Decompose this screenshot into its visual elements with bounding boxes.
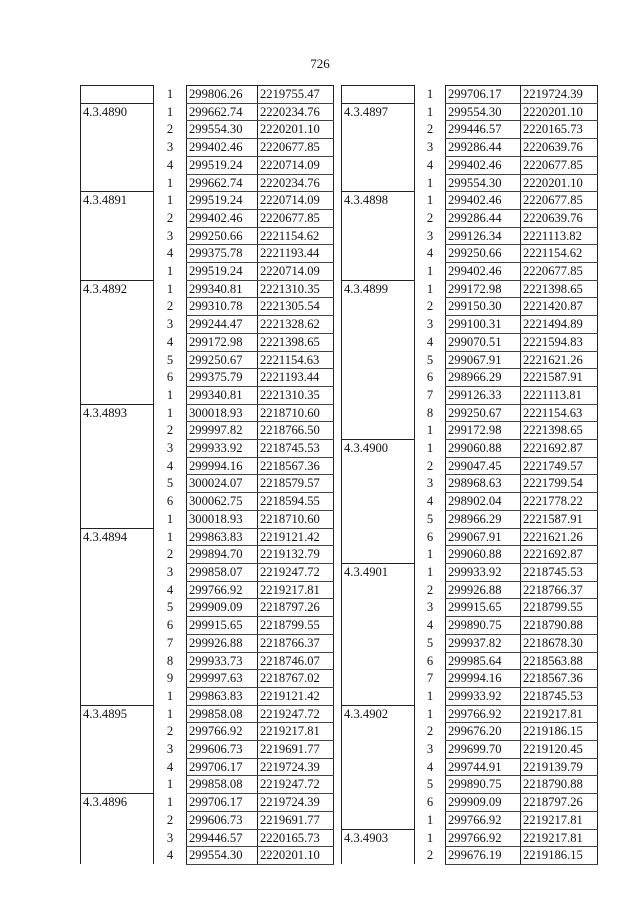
- y-coordinate: 2218745.53: [521, 563, 598, 581]
- y-coordinate: 2218790.88: [521, 617, 598, 635]
- y-coordinate: 2219691.77: [258, 811, 334, 829]
- y-coordinate: 2219120.45: [521, 741, 598, 759]
- x-coordinate: 299997.82: [187, 422, 258, 440]
- y-coordinate: 2219724.39: [521, 86, 598, 104]
- point-number: 4: [166, 759, 174, 774]
- point-number: 2: [166, 812, 174, 827]
- point-number: 1: [426, 706, 434, 721]
- point-number: 8: [426, 405, 434, 420]
- x-coordinate: 299250.67: [446, 404, 521, 422]
- x-coordinate: 299909.09: [187, 599, 258, 617]
- x-coordinate: 299250.66: [187, 227, 258, 245]
- point-number: 2: [166, 299, 174, 314]
- y-coordinate: 2221621.26: [521, 528, 598, 546]
- point-number: 1: [166, 777, 174, 792]
- x-coordinate: 299863.83: [187, 687, 258, 705]
- point-number: 1: [166, 511, 174, 526]
- y-coordinate: 2219724.39: [258, 758, 334, 776]
- y-coordinate: 2221778.22: [521, 493, 598, 511]
- point-number: 6: [426, 795, 434, 810]
- y-coordinate: 2220677.85: [521, 263, 598, 281]
- x-coordinate: 299340.81: [187, 386, 258, 404]
- y-coordinate: 2218567.36: [521, 670, 598, 688]
- x-coordinate: 299100.31: [446, 316, 521, 334]
- x-coordinate: 299047.45: [446, 457, 521, 475]
- y-coordinate: 2219217.81: [258, 723, 334, 741]
- y-coordinate: 2220639.76: [521, 139, 598, 157]
- coordinate-row: [342, 192, 598, 210]
- point-number: 7: [426, 387, 434, 402]
- point-number: 4: [426, 494, 434, 509]
- x-coordinate: 299863.83: [187, 528, 258, 546]
- page-number: 726: [310, 56, 330, 71]
- y-coordinate: 2218579.57: [258, 475, 334, 493]
- x-coordinate: 299250.66: [446, 245, 521, 263]
- x-coordinate: 298966.29: [446, 369, 521, 387]
- y-coordinate: 2220677.85: [258, 209, 334, 227]
- point-number: 2: [426, 299, 434, 314]
- y-coordinate: 2221587.91: [521, 510, 598, 528]
- point-number: 3: [166, 830, 174, 845]
- point-number: 2: [426, 122, 434, 137]
- x-coordinate: 299662.74: [187, 103, 258, 121]
- coordinate-row: [342, 103, 598, 121]
- parcel-id: 4.3.4895: [81, 705, 154, 794]
- x-coordinate: 299446.57: [187, 829, 258, 847]
- y-coordinate: 2219217.81: [521, 705, 598, 723]
- point-number: 2: [426, 210, 434, 225]
- y-coordinate: 2221154.62: [258, 227, 334, 245]
- coordinates-table-left: [80, 85, 334, 865]
- point-number: 2: [426, 582, 434, 597]
- y-coordinate: 2221310.35: [258, 386, 334, 404]
- point-number: 5: [166, 352, 174, 367]
- y-coordinate: 2221113.82: [521, 227, 598, 245]
- point-number: 4: [426, 618, 434, 633]
- y-coordinate: 2218710.60: [258, 510, 334, 528]
- y-coordinate: 2220165.73: [521, 121, 598, 139]
- point-number: 1: [166, 706, 174, 721]
- x-coordinate: 299994.16: [446, 670, 521, 688]
- x-coordinate: 299766.92: [187, 723, 258, 741]
- x-coordinate: 299402.46: [446, 192, 521, 210]
- x-coordinate: 299067.91: [446, 528, 521, 546]
- y-coordinate: 2219139.79: [521, 758, 598, 776]
- point-number: 1: [426, 564, 434, 579]
- point-number: 2: [166, 210, 174, 225]
- point-number: 2: [426, 458, 434, 473]
- y-coordinate: 2218563.88: [521, 652, 598, 670]
- x-coordinate: 299858.07: [187, 563, 258, 581]
- y-coordinate: 2221193.44: [258, 369, 334, 387]
- x-coordinate: 299909.09: [446, 794, 521, 812]
- x-coordinate: 299766.92: [446, 829, 521, 847]
- x-coordinate: 299706.17: [187, 758, 258, 776]
- y-coordinate: 2218766.37: [258, 634, 334, 652]
- point-number: 2: [166, 547, 174, 562]
- x-coordinate: 299375.78: [187, 245, 258, 263]
- y-coordinate: 2221692.87: [521, 440, 598, 458]
- y-coordinate: 2220677.85: [258, 139, 334, 157]
- point-number: 3: [166, 140, 174, 155]
- point-number: 1: [166, 688, 174, 703]
- coordinate-row: [342, 563, 598, 581]
- x-coordinate: 299985.64: [446, 652, 521, 670]
- point-number: 1: [166, 795, 174, 810]
- coordinate-row: [81, 705, 334, 723]
- y-coordinate: 2220714.09: [258, 156, 334, 174]
- point-number: 1: [166, 387, 174, 402]
- y-coordinate: 2220201.10: [521, 174, 598, 192]
- y-coordinate: 2220714.09: [258, 263, 334, 281]
- parcel-id: 4.3.4897: [342, 103, 415, 192]
- parcel-id: 4.3.4893: [81, 404, 154, 528]
- x-coordinate: 299126.33: [446, 386, 521, 404]
- point-number: 1: [426, 830, 434, 845]
- point-number: 3: [166, 441, 174, 456]
- coordinate-row: [81, 280, 334, 298]
- coordinate-row: [342, 440, 598, 458]
- x-coordinate: 299519.24: [187, 263, 258, 281]
- y-coordinate: 2220165.73: [258, 829, 334, 847]
- x-coordinate: 299250.67: [187, 351, 258, 369]
- x-coordinate: 299994.16: [187, 457, 258, 475]
- x-coordinate: 299060.88: [446, 546, 521, 564]
- x-coordinate: 299402.46: [446, 156, 521, 174]
- y-coordinate: 2218746.07: [258, 652, 334, 670]
- x-coordinate: 299933.92: [187, 440, 258, 458]
- point-number: 1: [426, 104, 434, 119]
- coordinate-row: [81, 103, 334, 121]
- y-coordinate: 2218799.55: [521, 599, 598, 617]
- x-coordinate: 299519.24: [187, 192, 258, 210]
- y-coordinate: 2219217.81: [521, 829, 598, 847]
- x-coordinate: 300062.75: [187, 493, 258, 511]
- x-coordinate: 299706.17: [187, 794, 258, 812]
- y-coordinate: 2219691.77: [258, 741, 334, 759]
- point-number: 4: [166, 157, 174, 172]
- y-coordinate: 2218678.30: [521, 634, 598, 652]
- x-coordinate: 299070.51: [446, 333, 521, 351]
- point-number: 3: [426, 742, 434, 757]
- x-coordinate: 299926.88: [446, 581, 521, 599]
- y-coordinate: 2221420.87: [521, 298, 598, 316]
- x-coordinate: 299933.92: [446, 563, 521, 581]
- point-number: 1: [166, 175, 174, 190]
- x-coordinate: 299375.79: [187, 369, 258, 387]
- x-coordinate: 299858.08: [187, 705, 258, 723]
- point-number: 3: [426, 476, 434, 491]
- coordinate-row: [342, 86, 598, 104]
- y-coordinate: 2218766.50: [258, 422, 334, 440]
- point-number: 9: [166, 671, 174, 686]
- point-number: 7: [426, 671, 434, 686]
- y-coordinate: 2219186.15: [521, 723, 598, 741]
- x-coordinate: 299806.26: [187, 86, 258, 104]
- x-coordinate: 299766.92: [446, 705, 521, 723]
- point-number: 4: [166, 246, 174, 261]
- x-coordinate: 299676.19: [446, 847, 521, 865]
- y-coordinate: 2219186.15: [521, 847, 598, 865]
- y-coordinate: 2221594.83: [521, 333, 598, 351]
- parcel-id: 4.3.4891: [81, 192, 154, 281]
- point-number: 6: [426, 370, 434, 385]
- point-number: 5: [166, 476, 174, 491]
- x-coordinate: 299926.88: [187, 634, 258, 652]
- x-coordinate: 299894.70: [187, 546, 258, 564]
- x-coordinate: 299766.92: [446, 811, 521, 829]
- x-coordinate: 299554.30: [446, 103, 521, 121]
- point-number: 7: [166, 635, 174, 650]
- y-coordinate: 2221398.65: [521, 280, 598, 298]
- y-coordinate: 2219217.81: [258, 581, 334, 599]
- y-coordinate: 2221799.54: [521, 475, 598, 493]
- point-number: 5: [426, 511, 434, 526]
- x-coordinate: 299244.47: [187, 316, 258, 334]
- point-number: 5: [426, 777, 434, 792]
- point-number: 2: [426, 724, 434, 739]
- point-number: 1: [166, 104, 174, 119]
- x-coordinate: 299933.92: [446, 687, 521, 705]
- y-coordinate: 2219121.42: [258, 528, 334, 546]
- x-coordinate: 299554.30: [187, 847, 258, 865]
- y-coordinate: 2220639.76: [521, 209, 598, 227]
- point-number: 4: [166, 458, 174, 473]
- x-coordinate: 299554.30: [187, 121, 258, 139]
- y-coordinate: 2221398.65: [258, 333, 334, 351]
- point-number: 6: [426, 529, 434, 544]
- point-number: 1: [426, 281, 434, 296]
- point-number: 4: [426, 334, 434, 349]
- point-number: 5: [166, 600, 174, 615]
- point-number: 4: [426, 759, 434, 774]
- y-coordinate: 2220201.10: [258, 121, 334, 139]
- coordinate-row: [81, 192, 334, 210]
- x-coordinate: 299744.91: [446, 758, 521, 776]
- parcel-id: [342, 86, 415, 104]
- x-coordinate: 300018.93: [187, 404, 258, 422]
- coordinate-row: [342, 280, 598, 298]
- y-coordinate: 2221692.87: [521, 546, 598, 564]
- point-number: 5: [426, 635, 434, 650]
- x-coordinate: 299890.75: [446, 617, 521, 635]
- x-coordinate: 299915.65: [187, 617, 258, 635]
- y-coordinate: 2221154.62: [521, 245, 598, 263]
- point-number: 1: [426, 688, 434, 703]
- point-number: 1: [166, 405, 174, 420]
- x-coordinate: 300018.93: [187, 510, 258, 528]
- parcel-id: 4.3.4900: [342, 440, 415, 564]
- y-coordinate: 2220677.85: [521, 192, 598, 210]
- x-coordinate: 299766.92: [187, 581, 258, 599]
- point-number: 5: [426, 352, 434, 367]
- point-number: 1: [166, 87, 174, 101]
- y-coordinate: 2218745.53: [258, 440, 334, 458]
- point-number: 3: [166, 742, 174, 757]
- y-coordinate: 2218797.26: [258, 599, 334, 617]
- x-coordinate: 299997.63: [187, 670, 258, 688]
- x-coordinate: 299933.73: [187, 652, 258, 670]
- x-coordinate: 299172.98: [446, 280, 521, 298]
- parcel-id: 4.3.4892: [81, 280, 154, 404]
- parcel-id: [81, 86, 154, 104]
- y-coordinate: 2220234.76: [258, 174, 334, 192]
- point-number: 1: [426, 87, 434, 101]
- y-coordinate: 2221328.62: [258, 316, 334, 334]
- y-coordinate: 2220201.10: [521, 103, 598, 121]
- y-coordinate: 2218745.53: [521, 687, 598, 705]
- x-coordinate: 299606.73: [187, 741, 258, 759]
- y-coordinate: 2219217.81: [521, 811, 598, 829]
- point-number: 2: [166, 423, 174, 438]
- y-coordinate: 2219247.72: [258, 705, 334, 723]
- point-number: 2: [426, 848, 434, 863]
- x-coordinate: 299286.44: [446, 139, 521, 157]
- y-coordinate: 2221193.44: [258, 245, 334, 263]
- x-coordinate: 299606.73: [187, 811, 258, 829]
- point-number: 3: [166, 564, 174, 579]
- x-coordinate: 299340.81: [187, 280, 258, 298]
- point-number: 3: [426, 317, 434, 332]
- x-coordinate: 299446.57: [446, 121, 521, 139]
- point-number: 1: [166, 529, 174, 544]
- coordinate-row: [342, 829, 598, 847]
- point-number: 3: [426, 228, 434, 243]
- x-coordinate: 298902.04: [446, 493, 521, 511]
- y-coordinate: 2221398.65: [521, 422, 598, 440]
- x-coordinate: 299662.74: [187, 174, 258, 192]
- point-number: 2: [166, 724, 174, 739]
- parcel-id: 4.3.4896: [81, 794, 154, 865]
- y-coordinate: 2218790.88: [521, 776, 598, 794]
- x-coordinate: 299402.46: [187, 209, 258, 227]
- point-number: 4: [166, 582, 174, 597]
- point-number: 4: [426, 157, 434, 172]
- y-coordinate: 2219724.39: [258, 794, 334, 812]
- x-coordinate: 299402.46: [446, 263, 521, 281]
- point-number: 4: [166, 334, 174, 349]
- y-coordinate: 2221305.54: [258, 298, 334, 316]
- y-coordinate: 2221621.26: [521, 351, 598, 369]
- point-number: 3: [166, 228, 174, 243]
- y-coordinate: 2219132.79: [258, 546, 334, 564]
- point-number: 3: [426, 600, 434, 615]
- x-coordinate: 299858.08: [187, 776, 258, 794]
- parcel-id: 4.3.4903: [342, 829, 415, 864]
- x-coordinate: 299554.30: [446, 174, 521, 192]
- x-coordinate: 299706.17: [446, 86, 521, 104]
- point-number: 1: [426, 812, 434, 827]
- y-coordinate: 2221154.63: [521, 404, 598, 422]
- x-coordinate: 299067.91: [446, 351, 521, 369]
- point-number: 6: [426, 653, 434, 668]
- y-coordinate: 2220714.09: [258, 192, 334, 210]
- parcel-id: 4.3.4894: [81, 528, 154, 705]
- point-number: 1: [426, 175, 434, 190]
- x-coordinate: 299676.20: [446, 723, 521, 741]
- coordinate-row: [81, 404, 334, 422]
- y-coordinate: 2218594.55: [258, 493, 334, 511]
- y-coordinate: 2218567.36: [258, 457, 334, 475]
- y-coordinate: 2221494.89: [521, 316, 598, 334]
- y-coordinate: 2219755.47: [258, 86, 334, 104]
- x-coordinate: 299150.30: [446, 298, 521, 316]
- y-coordinate: 2218797.26: [521, 794, 598, 812]
- point-number: 1: [426, 193, 434, 208]
- x-coordinate: 299699.70: [446, 741, 521, 759]
- point-number: 8: [166, 653, 174, 668]
- y-coordinate: 2221749.57: [521, 457, 598, 475]
- point-number: 1: [166, 281, 174, 296]
- x-coordinate: 299060.88: [446, 440, 521, 458]
- coordinate-row: [81, 86, 334, 104]
- point-number: 4: [166, 848, 174, 863]
- parcel-id: 4.3.4901: [342, 563, 415, 705]
- y-coordinate: 2221113.81: [521, 386, 598, 404]
- y-coordinate: 2220234.76: [258, 103, 334, 121]
- x-coordinate: 298968.63: [446, 475, 521, 493]
- point-number: 3: [166, 317, 174, 332]
- x-coordinate: 299310.78: [187, 298, 258, 316]
- y-coordinate: 2218766.37: [521, 581, 598, 599]
- point-number: 4: [426, 246, 434, 261]
- y-coordinate: 2218767.02: [258, 670, 334, 688]
- y-coordinate: 2220677.85: [521, 156, 598, 174]
- y-coordinate: 2221587.91: [521, 369, 598, 387]
- x-coordinate: 299890.75: [446, 776, 521, 794]
- y-coordinate: 2220201.10: [258, 847, 334, 865]
- x-coordinate: 298966.29: [446, 510, 521, 528]
- point-number: 6: [166, 370, 174, 385]
- coordinate-row: [81, 794, 334, 812]
- x-coordinate: 299286.44: [446, 209, 521, 227]
- x-coordinate: 299519.24: [187, 156, 258, 174]
- y-coordinate: 2219247.72: [258, 563, 334, 581]
- x-coordinate: 299402.46: [187, 139, 258, 157]
- parcel-id: 4.3.4899: [342, 280, 415, 439]
- point-number: 1: [426, 547, 434, 562]
- y-coordinate: 2219247.72: [258, 776, 334, 794]
- x-coordinate: 299172.98: [446, 422, 521, 440]
- x-coordinate: 299172.98: [187, 333, 258, 351]
- point-number: 6: [166, 494, 174, 509]
- coordinate-row: [81, 528, 334, 546]
- x-coordinate: 299937.82: [446, 634, 521, 652]
- point-number: 1: [426, 264, 434, 279]
- x-coordinate: 299126.34: [446, 227, 521, 245]
- y-coordinate: 2221154.63: [258, 351, 334, 369]
- y-coordinate: 2218710.60: [258, 404, 334, 422]
- y-coordinate: 2219121.42: [258, 687, 334, 705]
- x-coordinate: 300024.07: [187, 475, 258, 493]
- y-coordinate: 2218799.55: [258, 617, 334, 635]
- x-coordinate: 299915.65: [446, 599, 521, 617]
- parcel-id: 4.3.4902: [342, 705, 415, 829]
- point-number: 1: [426, 423, 434, 438]
- coordinates-table-right: [341, 85, 598, 865]
- point-number: 1: [426, 441, 434, 456]
- point-number: 2: [166, 122, 174, 137]
- coordinate-row: [342, 705, 598, 723]
- point-number: 3: [426, 140, 434, 155]
- parcel-id: 4.3.4890: [81, 103, 154, 192]
- point-number: 1: [166, 264, 174, 279]
- point-number: 6: [166, 618, 174, 633]
- y-coordinate: 2221310.35: [258, 280, 334, 298]
- point-number: 1: [166, 193, 174, 208]
- parcel-id: 4.3.4898: [342, 192, 415, 281]
